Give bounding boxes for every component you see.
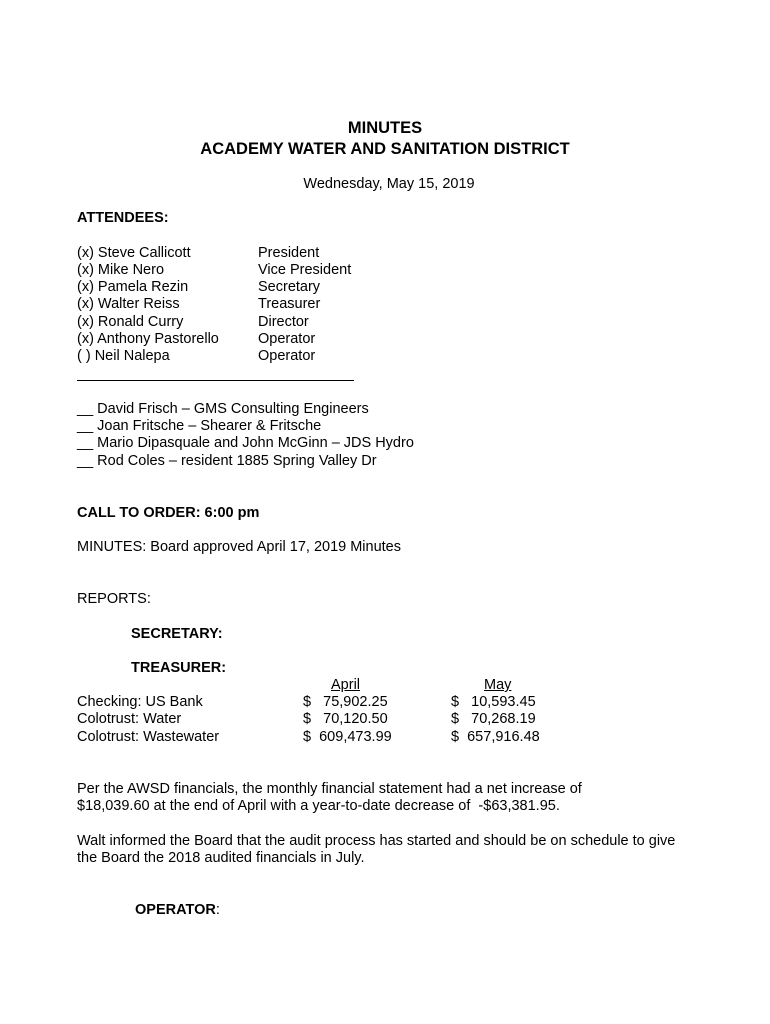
attendee-role: Treasurer [258,296,321,312]
attendee-name: (x) Ronald Curry [77,314,184,330]
attendee-role: Vice President [258,262,352,278]
paragraph-line: $18,039.60 at the end of April with a year-to-date decrease of -$63,381.95. [77,798,560,814]
attendee-role: Secretary [258,279,321,295]
district-name: ACADEMY WATER AND SANITATION DISTRICT [200,140,570,158]
meeting-date: Wednesday, May 15, 2019 [303,176,475,192]
doc-title: MINUTES [347,119,423,137]
guest-item: __ Mario Dipasquale and John McGinn – JDS Hydro [77,435,414,451]
may-balance: $ 657,916.48 [451,729,540,745]
guest-item: __ David Frisch – GMS Consulting Engineers [77,401,369,417]
account-label: Colotrust: Water [77,711,182,727]
paragraph-line: Per the AWSD financials, the monthly financial statement had a net increase of [77,781,582,797]
reports-heading: REPORTS: [77,591,151,607]
attendee-role: Operator [258,331,316,347]
attendee-role: President [258,245,320,261]
account-label: Colotrust: Wastewater [77,729,220,745]
guest-item: __ Joan Fritsche – Shearer & Fritsche [77,418,322,434]
attendee-role: Operator [258,348,316,364]
attendee-name: (x) Steve Callicott [77,245,191,261]
minutes-approval: MINUTES: Board approved April 17, 2019 Minutes [77,539,401,555]
paragraph-line: the Board the 2018 audited financials in July. [77,850,365,866]
paragraph-line: Walt informed the Board that the audit process has started and should be on schedule to give [77,833,676,849]
attendees-heading: ATTENDEES: [77,210,169,226]
attendee-role: Director [258,314,309,330]
attendee-name: ( ) Neil Nalepa [77,348,170,364]
operator-heading-text: OPERATOR [135,902,216,918]
may-balance: $ 70,268.19 [451,711,536,727]
operator-heading [135,902,220,919]
april-balance: $ 70,120.50 [303,711,388,727]
secretary-heading: SECRETARY: [131,626,223,642]
column-header-may: May [484,677,512,693]
attendee-name: (x) Mike Nero [77,262,165,278]
may-balance: $ 10,593.45 [451,694,536,710]
column-header-april: April [331,677,361,693]
call-to-order: CALL TO ORDER: 6:00 pm [77,505,260,521]
account-label: Checking: US Bank [77,694,203,710]
attendee-name: (x) Anthony Pastorello [77,331,219,347]
attendee-divider [77,380,354,381]
treasurer-heading: TREASURER: [131,660,227,676]
attendee-name: (x) Walter Reiss [77,296,180,312]
april-balance: $ 75,902.25 [303,694,388,710]
operator-heading-colon: : [215,902,220,918]
april-balance: $ 609,473.99 [303,729,392,745]
attendee-name: (x) Pamela Rezin [77,279,189,295]
guest-item: __ Rod Coles – resident 1885 Spring Valley Dr [77,453,377,469]
